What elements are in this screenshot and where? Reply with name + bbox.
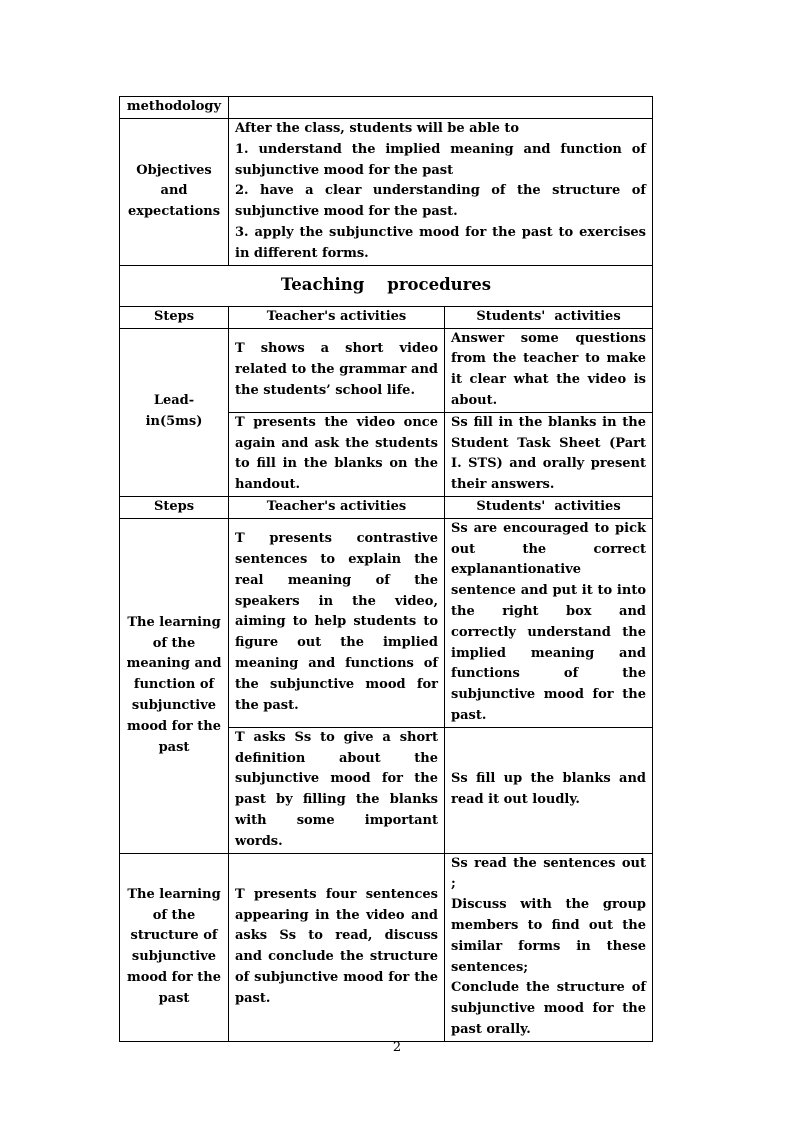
structure-row bbox=[120, 853, 653, 1041]
methodology-label: methodology bbox=[120, 97, 229, 119]
teacher-activity: T presents four sentences appearing in the video and asks Ss to read, discuss and conclude the structure of subjunctive mood for the past. bbox=[229, 853, 445, 1041]
lesson-plan-table bbox=[119, 96, 653, 1042]
step-meaning-function: The learning of the meaning and function of subjunctive mood for the past bbox=[120, 518, 229, 853]
header-steps: Steps bbox=[120, 306, 229, 328]
header-row bbox=[120, 306, 653, 328]
objectives-row bbox=[120, 118, 653, 265]
student-activity: Ss fill up the blanks and read it out loudly. bbox=[445, 727, 653, 853]
meaning-row-1 bbox=[120, 518, 653, 727]
student-activity-line: Ss read the sentences out ; bbox=[451, 855, 646, 892]
objective-item: 3. apply the subjunctive mood for the past to exercises in different forms. bbox=[235, 224, 646, 261]
student-activity-line: Discuss with the group members to find out the similar forms in these sentences; bbox=[451, 897, 646, 975]
header-students-activities: Students' activities bbox=[445, 306, 653, 328]
methodology-value bbox=[229, 97, 653, 119]
teacher-activity: T shows a short video related to the grammar and the students’ school life. bbox=[229, 328, 445, 412]
step-lead-in: Lead-in(5ms) bbox=[120, 328, 229, 496]
student-activity: Ss fill in the blanks in the Student Task Sheet (Part I. STS) and orally present their answers. bbox=[445, 412, 653, 496]
lead-in-row-1 bbox=[120, 328, 653, 412]
header-teacher-activities: Teacher's activities bbox=[229, 306, 445, 328]
student-activity-line: Conclude the structure of subjunctive mood for the past orally. bbox=[451, 980, 646, 1037]
objective-item: 1. understand the implied meaning and function of subjunctive mood for the past bbox=[235, 141, 646, 178]
student-activity: Answer some questions from the teacher to make it clear what the video is about. bbox=[445, 328, 653, 412]
section-title: Teaching procedures bbox=[120, 265, 653, 306]
objectives-content bbox=[229, 118, 653, 265]
header-steps: Steps bbox=[120, 496, 229, 518]
header-row bbox=[120, 496, 653, 518]
methodology-row bbox=[120, 97, 653, 119]
student-activity bbox=[445, 853, 653, 1041]
teacher-activity: T presents the video once again and ask the students to fill in the blanks on the handout. bbox=[229, 412, 445, 496]
teacher-activity: T asks Ss to give a short definition about the subjunctive mood for the past by filling the blanks with some important words. bbox=[229, 727, 445, 853]
objectives-label: Objectives and expectations bbox=[120, 118, 229, 265]
header-students-activities: Students' activities bbox=[445, 496, 653, 518]
objectives-intro: After the class, students will be able to bbox=[235, 121, 520, 136]
teacher-activity: T presents contrastive sentences to explain the real meaning of the speakers in the video, aiming to help students to figure out the implied meaning and functions of the subjunctive mood for the past. bbox=[229, 518, 445, 727]
step-structure: The learning of the structure of subjunctive mood for the past bbox=[120, 853, 229, 1041]
page-number: 2 bbox=[392, 1040, 402, 1055]
section-title-row bbox=[120, 265, 653, 306]
student-activity: Ss are encouraged to pick out the correct explanantionative sentence and put it to into the right box and correctly understand the implied meaning and functions of the subjunctive mood for the past. bbox=[445, 518, 653, 727]
header-teacher-activities: Teacher's activities bbox=[229, 496, 445, 518]
objective-item: 2. have a clear understanding of the structure of subjunctive mood for the past. bbox=[235, 183, 646, 220]
